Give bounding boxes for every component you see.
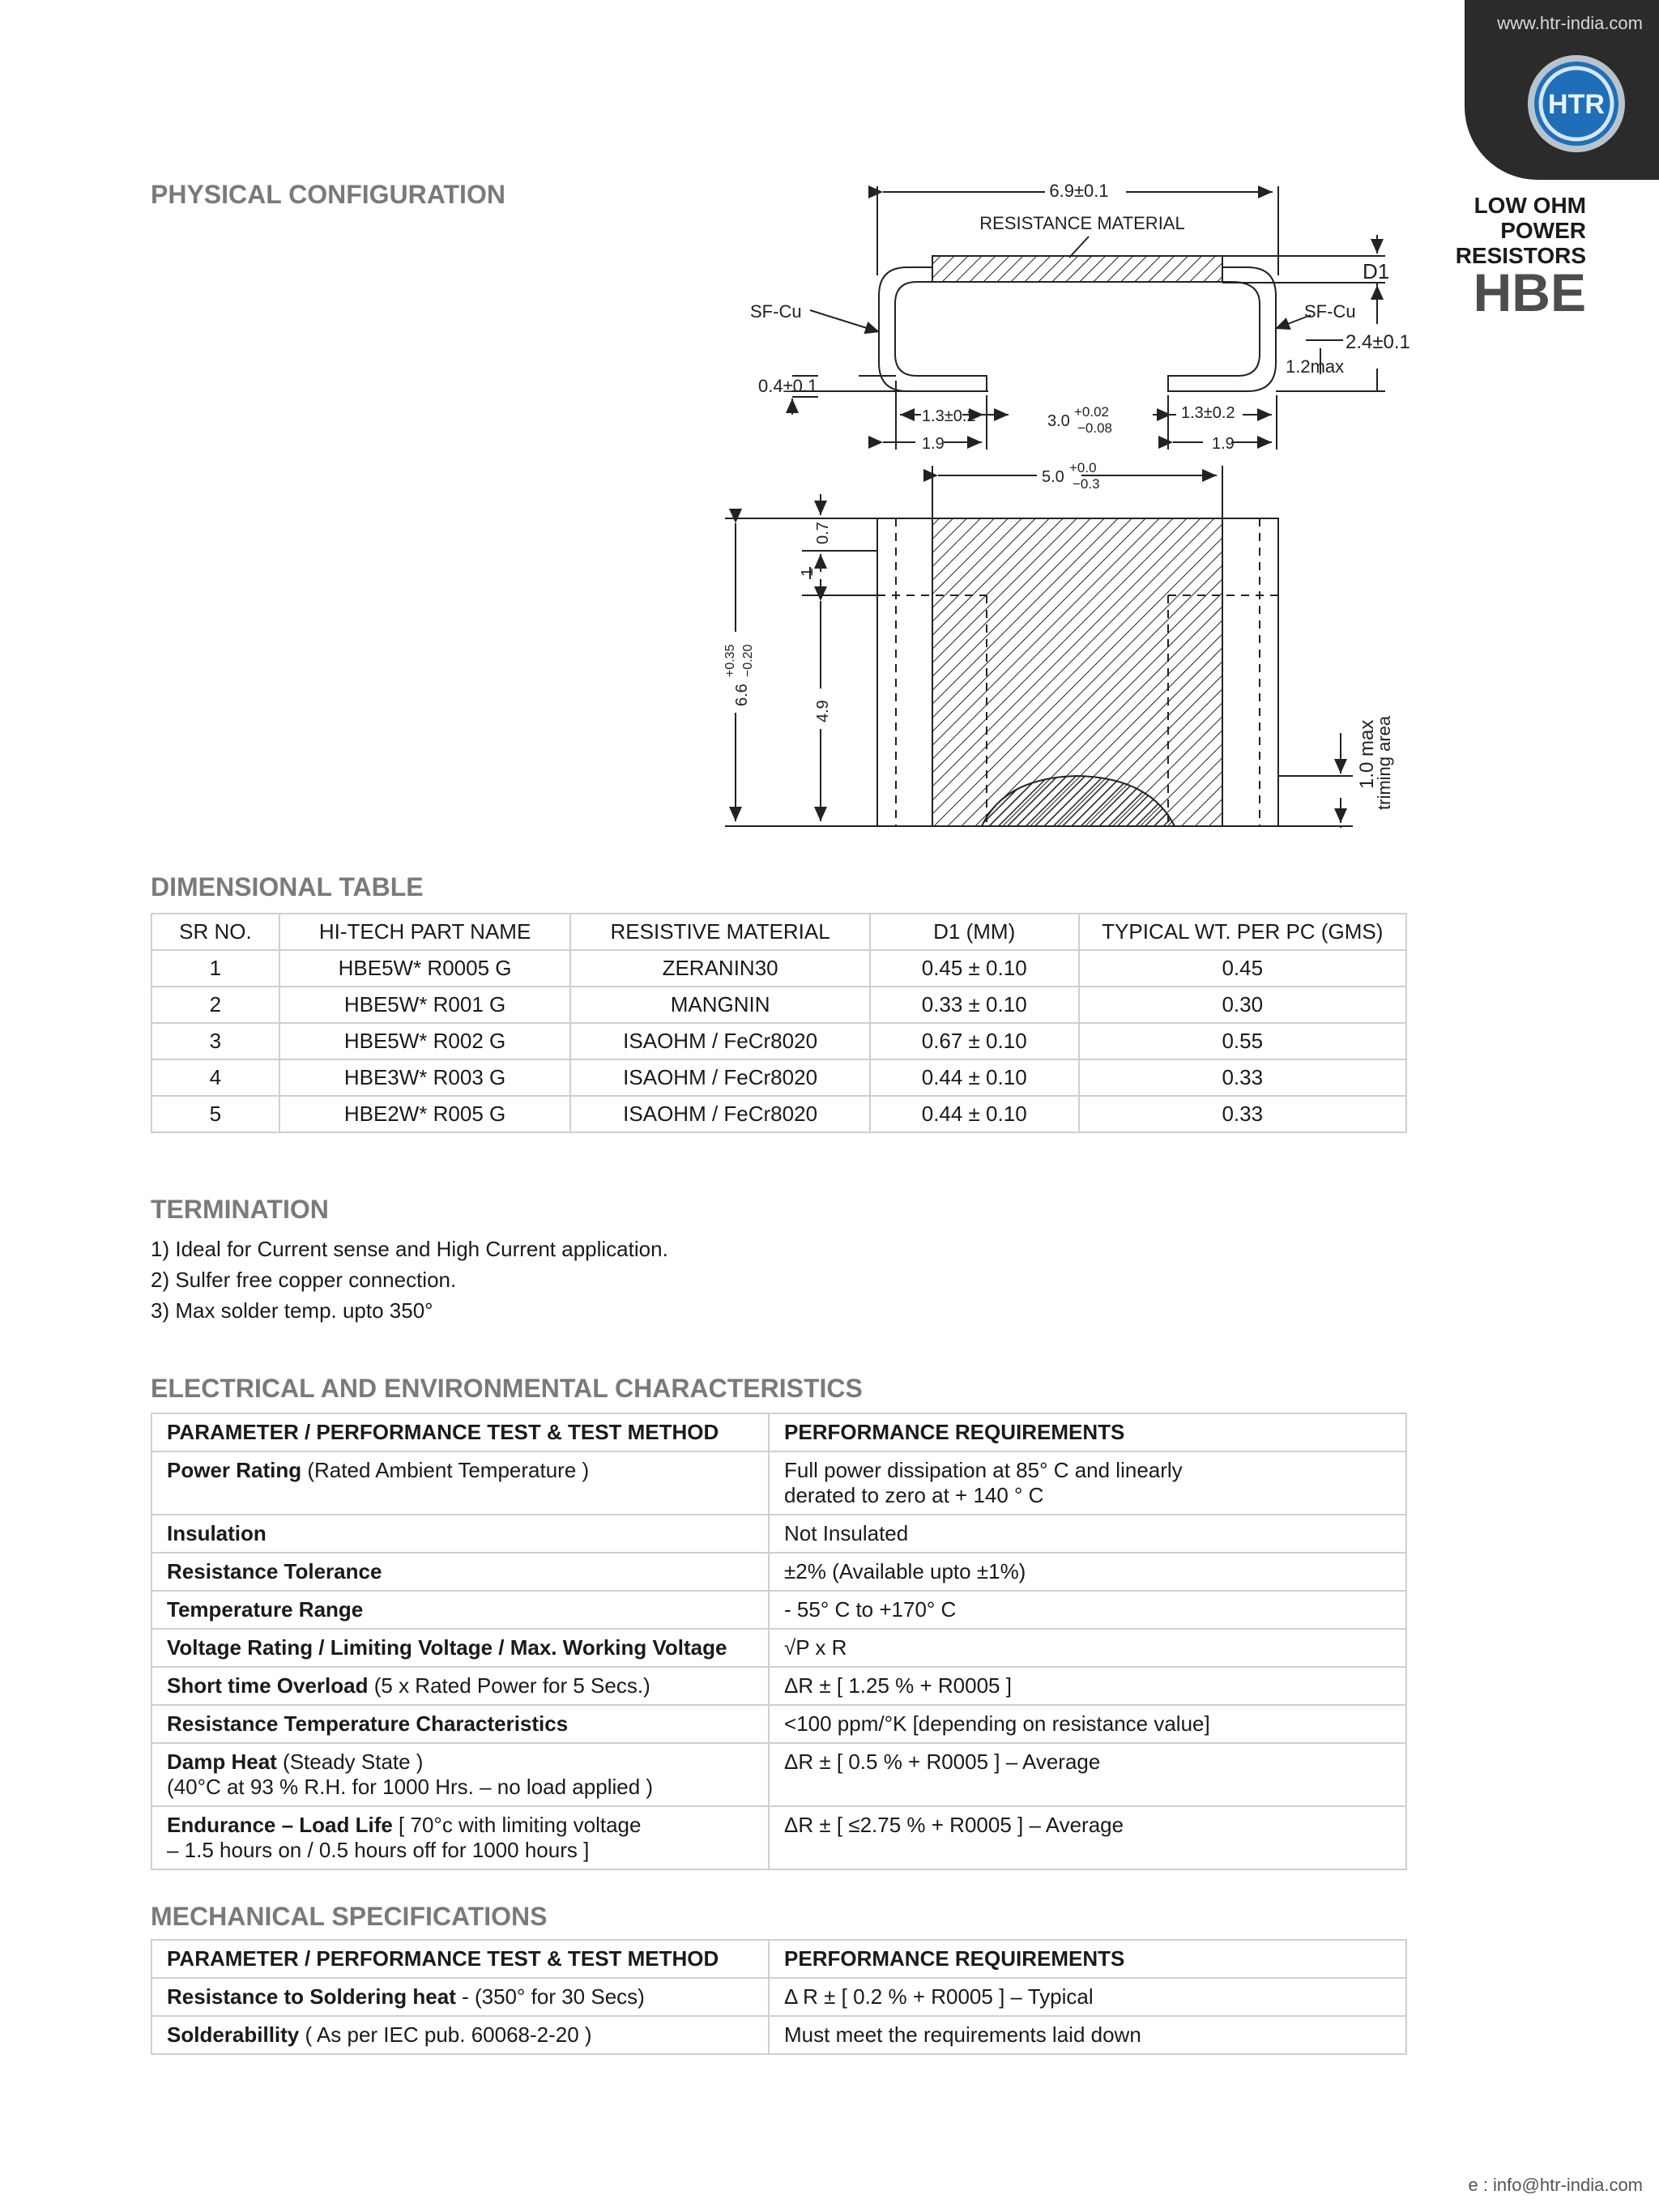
max-height-label: 1.2max: [1286, 356, 1345, 377]
table-row: [151, 1806, 1406, 1869]
parameter-name: Temperature Range: [167, 1597, 364, 1622]
requirement-text: Full power dissipation at 85° C and linearly: [784, 1458, 1183, 1482]
table-row: [151, 1743, 1406, 1806]
trim-main-label: 1.0 max: [1356, 719, 1378, 789]
parameter-name: Resistance Tolerance: [167, 1559, 382, 1583]
column-header: HI-TECH PART NAME: [279, 914, 571, 950]
gap-main-label: 3.0: [1047, 412, 1070, 430]
footer-email[interactable]: e : info@htr-india.com: [1468, 2175, 1643, 2195]
table-header-row: [151, 1413, 1406, 1451]
table-cell: 0.44 ± 0.10: [870, 1059, 1079, 1096]
section-title-physical: PHYSICAL CONFIGURATION: [151, 180, 505, 209]
parameter-cell: [151, 2016, 769, 2054]
column-header: PERFORMANCE REQUIREMENTS: [769, 1940, 1406, 1978]
parameter-cell: [151, 1629, 769, 1667]
parameter-cell: [151, 1451, 769, 1515]
dimensional-table: [151, 913, 1407, 1133]
top-minus-label: −0.3: [1073, 476, 1100, 492]
edge-right-label: 1.9: [1212, 435, 1235, 453]
column-header: TYPICAL WT. PER PC (GMS): [1079, 914, 1406, 950]
table-cell: HBE5W* R002 G: [279, 1023, 571, 1059]
section-title-termination: TERMINATION: [151, 1195, 329, 1224]
table-cell: 1: [151, 950, 279, 987]
requirement-cell: √P x R: [769, 1629, 1406, 1667]
table-row: [151, 1451, 1406, 1515]
parameter-cell: [151, 1705, 769, 1743]
table-cell: 0.45: [1079, 950, 1406, 987]
top-plus-label: +0.0: [1069, 460, 1097, 475]
parameter-detail: (Rated Ambient Temperature ): [301, 1458, 590, 1482]
parameter-name: Resistance to Soldering heat: [167, 1984, 456, 2009]
table-row: [151, 1978, 1406, 2016]
requirement-cell: ΔR ± [ 0.5 % + R0005 ] – Average: [769, 1743, 1406, 1806]
table-cell: MANGNIN: [570, 987, 870, 1023]
column-header: RESISTIVE MATERIAL: [570, 914, 870, 950]
edge-left-label: 1.9: [922, 435, 945, 453]
table-cell: ISAOHM / FeCr8020: [570, 1096, 870, 1132]
table-row: [151, 1629, 1406, 1667]
header-corner-panel: [1465, 0, 1659, 180]
parameter-detail: (5 x Rated Power for 5 Secs.): [368, 1673, 650, 1698]
table-row: [151, 1059, 1406, 1096]
table-cell: HBE5W* R0005 G: [279, 950, 571, 987]
table-cell: 2: [151, 987, 279, 1023]
table-cell: 0.55: [1079, 1023, 1406, 1059]
sf-cu-right-label: SF-Cu: [1304, 301, 1356, 322]
parameter-cell: [151, 1515, 769, 1553]
pad-right-label: 1.3±0.2: [1181, 404, 1235, 422]
sf-cu-left-label: SF-Cu: [750, 301, 802, 322]
table-cell: 0.33 ± 0.10: [870, 987, 1079, 1023]
table-cell: 0.33: [1079, 1059, 1406, 1096]
requirement-cell: <100 ppm/°K [depending on resistance value]: [769, 1705, 1406, 1743]
dim-width-label: 6.9±0.1: [1049, 181, 1109, 201]
gap-plus-label: +0.02: [1074, 404, 1110, 420]
requirement-cell: Not Insulated: [769, 1515, 1406, 1553]
column-header: PARAMETER / PERFORMANCE TEST & TEST METHOD: [151, 1413, 769, 1451]
section-title-mechanical: MECHANICAL SPECIFICATIONS: [151, 1902, 548, 1931]
parameter-cell: [151, 1591, 769, 1629]
table-cell: 0.44 ± 0.10: [870, 1096, 1079, 1132]
parameter-name: Short time Overload: [167, 1673, 369, 1698]
table-cell: 4: [151, 1059, 279, 1096]
product-type-line: RESISTORS: [1455, 243, 1586, 268]
table-cell: 0.30: [1079, 987, 1406, 1023]
table-cell: 5: [151, 1096, 279, 1132]
parameter-detail: [ 70°c with limiting voltage: [392, 1813, 642, 1837]
requirement-cell: ±2% (Available upto ±1%): [769, 1553, 1406, 1591]
v-height-minus-label: −0.20: [741, 644, 755, 677]
requirement-text-2: derated to zero at + 140 ° C: [784, 1483, 1044, 1507]
parameter-name: Resistance Temperature Characteristics: [167, 1711, 569, 1736]
column-header: PARAMETER / PERFORMANCE TEST & TEST METHOD: [151, 1940, 769, 1978]
product-type-line: LOW OHM: [1473, 193, 1586, 218]
physical-configuration-diagram: [713, 173, 1426, 837]
htr-logo-icon: [1526, 53, 1627, 154]
table-cell: ISAOHM / FeCr8020: [570, 1059, 870, 1096]
pad-left-label: 1.3±0.2: [922, 407, 976, 425]
requirement-cell: Must meet the requirements laid down: [769, 2016, 1406, 2054]
table-row: [151, 987, 1406, 1023]
column-header: SR NO.: [151, 914, 279, 950]
table-row: [151, 950, 1406, 987]
parameter-detail-2: (40°C at 93 % R.H. for 1000 Hrs. – no load applied ): [167, 1775, 654, 1799]
parameter-detail-2: – 1.5 hours on / 0.5 hours off for 1000 hours ]: [167, 1838, 590, 1862]
table-cell: 3: [151, 1023, 279, 1059]
height-label: 2.4±0.1: [1346, 331, 1410, 353]
v-49-label: 4.9: [814, 700, 832, 722]
table-row: [151, 1667, 1406, 1705]
product-type-line: POWER: [1500, 218, 1586, 243]
v-height-main-label: 6.6: [733, 684, 751, 706]
website-url[interactable]: www.htr-india.com: [1497, 13, 1643, 33]
parameter-name: Damp Heat: [167, 1750, 277, 1774]
v-1-label: 1: [799, 567, 817, 577]
parameter-name: Endurance – Load Life: [167, 1813, 393, 1837]
parameter-detail: - (350° for 30 Secs): [455, 1984, 645, 2009]
table-cell: 0.45 ± 0.10: [870, 950, 1079, 987]
table-row: [151, 1553, 1406, 1591]
table-cell: ZERANIN30: [570, 950, 870, 987]
d1-label: D1: [1363, 259, 1390, 283]
table-row: [151, 2016, 1406, 2054]
parameter-cell: [151, 1743, 769, 1806]
parameter-detail: (Steady State ): [276, 1750, 424, 1774]
section-title-electrical: ELECTRICAL AND ENVIRONMENTAL CHARACTERISTICS: [151, 1374, 863, 1403]
requirement-cell: ΔR ± [ ≤2.75 % + R0005 ] – Average: [769, 1806, 1406, 1869]
parameter-name: Solderabillity: [167, 2022, 300, 2047]
parameter-cell: [151, 1978, 769, 2016]
table-row: [151, 1096, 1406, 1132]
trim-sub-label: triming area: [1374, 715, 1394, 810]
table-cell: HBE2W* R005 G: [279, 1096, 571, 1132]
parameter-cell: [151, 1553, 769, 1591]
table-cell: HBE3W* R003 G: [279, 1059, 571, 1096]
column-header: D1 (MM): [870, 914, 1079, 950]
table-header-row: [151, 1940, 1406, 1978]
gap-minus-label: −0.08: [1077, 420, 1113, 436]
table-cell: 0.33: [1079, 1096, 1406, 1132]
list-item: 2) Sulfer free copper connection.: [151, 1268, 457, 1292]
column-header: PERFORMANCE REQUIREMENTS: [769, 1413, 1406, 1451]
requirement-cell: [769, 1451, 1406, 1515]
parameter-cell: [151, 1667, 769, 1705]
requirement-cell: Δ R ± [ 0.2 % + R0005 ] – Typical: [769, 1978, 1406, 2016]
electrical-table: [151, 1413, 1407, 1870]
top-main-label: 5.0: [1042, 468, 1064, 486]
table-row: [151, 1023, 1406, 1059]
product-type: [1456, 193, 1586, 268]
parameter-name: Insulation: [167, 1521, 267, 1545]
parameter-name: Voltage Rating / Limiting Voltage / Max. Working Voltage: [167, 1635, 727, 1660]
mechanical-table: [151, 1939, 1407, 2055]
table-header-row: [151, 914, 1406, 950]
section-title-dimensional: DIMENSIONAL TABLE: [151, 872, 424, 901]
product-code: HBE: [1473, 262, 1586, 322]
table-row: [151, 1591, 1406, 1629]
table-cell: ISAOHM / FeCr8020: [570, 1023, 870, 1059]
logo-text: HTR: [1548, 89, 1605, 120]
list-item: 3) Max solder temp. upto 350°: [151, 1298, 433, 1323]
v-07-label: 0.7: [814, 522, 832, 544]
list-item: 1) Ideal for Current sense and High Current application.: [151, 1237, 668, 1261]
parameter-cell: [151, 1806, 769, 1869]
table-cell: 0.67 ± 0.10: [870, 1023, 1079, 1059]
parameter-detail: ( As per IEC pub. 60068-2-20 ): [299, 2022, 592, 2047]
table-cell: HBE5W* R001 G: [279, 987, 571, 1023]
requirement-cell: - 55° C to +170° C: [769, 1591, 1406, 1629]
v-height-plus-label: +0.35: [723, 644, 737, 677]
termination-list: [151, 1234, 668, 1326]
table-row: [151, 1705, 1406, 1743]
table-row: [151, 1515, 1406, 1553]
requirement-cell: ΔR ± [ 1.25 % + R0005 ]: [769, 1667, 1406, 1705]
thickness-label: 0.4±0.1: [758, 376, 818, 396]
resistance-material-label: RESISTANCE MATERIAL: [979, 213, 1185, 233]
parameter-name: Power Rating: [167, 1458, 302, 1482]
